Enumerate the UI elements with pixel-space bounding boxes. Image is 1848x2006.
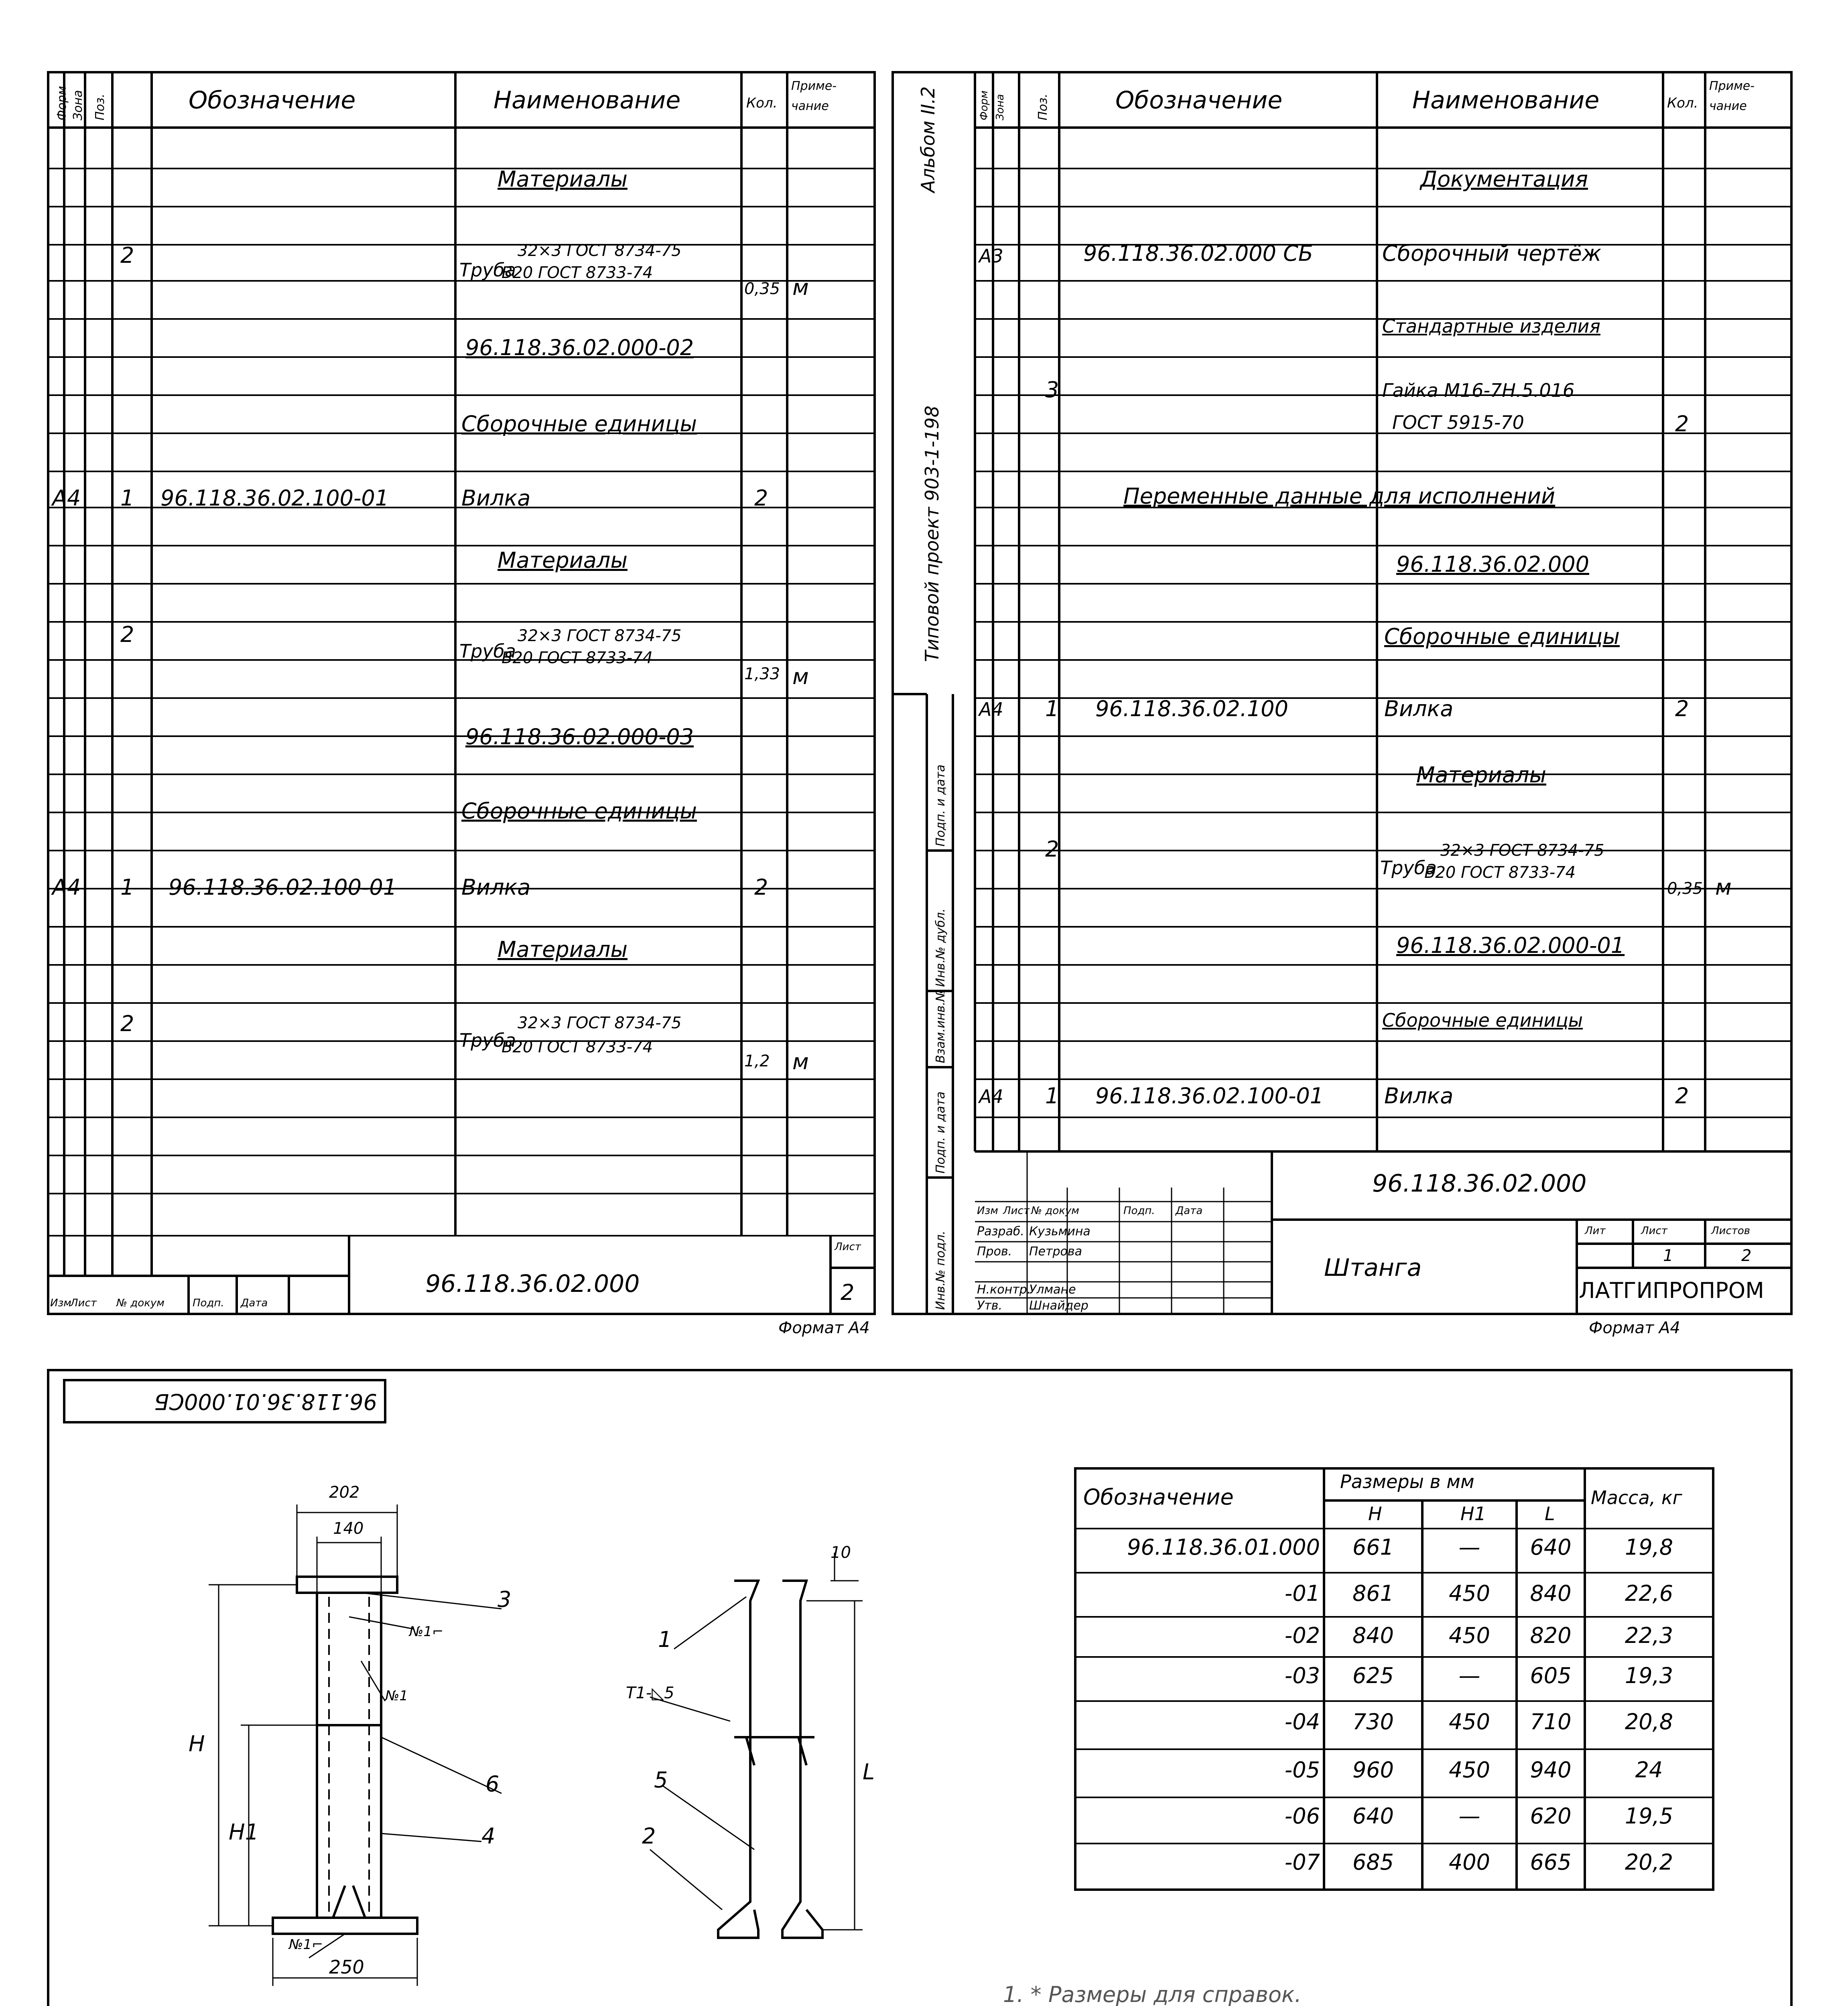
variants-table-cell-m: 20,8 xyxy=(1625,1709,1673,1734)
left-row-fork-qty-2: 2 xyxy=(754,875,768,900)
right-row-pipe-qty: 0,35 xyxy=(1667,879,1703,898)
right-tb-list-val: 1 xyxy=(1663,1247,1673,1265)
right-row-fork-qty-1: 2 xyxy=(1675,696,1689,721)
bottom-rotated-stamp: 96.118.36.01.000СБ xyxy=(154,1389,377,1414)
variants-table-cell-H: 960 xyxy=(1352,1757,1394,1783)
right-tb-role-1: Разраб. xyxy=(977,1224,1024,1239)
right-row-variable: Переменные данные для исполнений xyxy=(1123,483,1556,509)
left-footer-format: Формат А4 xyxy=(778,1319,870,1337)
callout-2: 2 xyxy=(642,1823,656,1849)
table-header-mass: Масса, кг xyxy=(1591,1487,1682,1509)
note-1: 1. * Размеры для справок. xyxy=(1003,1982,1302,2006)
left-row-pipe-2: Труба xyxy=(459,640,516,662)
right-side-album: Альбом II.2 xyxy=(917,86,939,193)
right-header-note2: чание xyxy=(1709,99,1747,113)
variants-table-cell-d: -04 xyxy=(1284,1709,1320,1734)
callout-5: 5 xyxy=(654,1767,668,1793)
left-footer-sheet-label: Лист xyxy=(835,1241,861,1253)
right-tb-podp: Подп. xyxy=(1123,1205,1155,1217)
variants-table-cell-H: 685 xyxy=(1352,1850,1394,1875)
right-tb-listov: Листов xyxy=(1711,1225,1751,1237)
variants-table-cell-L: 940 xyxy=(1530,1757,1572,1783)
dim-250: 250 xyxy=(329,1956,364,1978)
variants-table-cell-H1: 400 xyxy=(1448,1850,1491,1875)
right-tb-format: Формат А4 xyxy=(1589,1319,1680,1337)
dim-140: 140 xyxy=(333,1519,364,1538)
callout-3: 3 xyxy=(498,1587,512,1612)
dim-h1: H1 xyxy=(229,1819,259,1845)
right-header-qty: Кол. xyxy=(1667,95,1698,111)
right-side-stamp-5: Инв.№ подл. xyxy=(934,1230,948,1310)
right-row-nut: Гайка М16-7Н.5.016 xyxy=(1382,380,1575,401)
left-row-materials-1: Материалы xyxy=(498,166,628,192)
right-side-project: Типовой проект 903-1-198 xyxy=(921,406,943,662)
right-row-form-a4-2: А4 xyxy=(979,1086,1003,1107)
table-header-h1: H1 xyxy=(1460,1503,1486,1525)
dim-202: 202 xyxy=(329,1483,360,1502)
right-row-pipe: Труба xyxy=(1380,857,1437,879)
right-row-nut-gost: ГОСТ 5915-70 xyxy=(1392,412,1524,433)
variants-table-cell-H: 730 xyxy=(1352,1709,1394,1734)
right-row-nut-qty: 2 xyxy=(1675,411,1689,437)
variants-table-cell-L: 820 xyxy=(1530,1623,1572,1648)
left-row-fork-qty-1: 2 xyxy=(754,485,768,511)
right-row-sb-designation: 96.118.36.02.000 СБ xyxy=(1083,241,1313,266)
right-tb-data: Дата xyxy=(1176,1205,1203,1217)
left-footer-list: Лист xyxy=(70,1297,97,1309)
right-tb-org: ЛАТГИПРОПРОМ xyxy=(1579,1278,1764,1303)
right-row-materials: Материалы xyxy=(1416,762,1546,788)
right-side-stamp-4: Подп. и дата xyxy=(934,1091,948,1174)
left-row-unit-1: м xyxy=(792,275,809,300)
left-row-pipe-3c: В20 ГОСТ 8733-74 xyxy=(502,1038,653,1056)
left-footer-data: Дата xyxy=(241,1297,268,1309)
left-row-pos-2a: 2 xyxy=(120,243,134,268)
right-row-variant-01: 96.118.36.02.000-01 xyxy=(1396,933,1625,958)
left-row-pos-2b: 2 xyxy=(120,622,134,647)
variants-table-cell-H: 625 xyxy=(1352,1663,1394,1688)
right-tb-doc: 96.118.36.02.000 xyxy=(1372,1169,1587,1198)
right-side-stamp-3: Взам.инв.№ xyxy=(934,989,948,1063)
variants-table-cell-m: 22,6 xyxy=(1625,1581,1673,1606)
left-footer-doc: 96.118.36.02.000 xyxy=(425,1270,640,1298)
right-tb-list: Лист xyxy=(1641,1225,1667,1237)
left-header-name: Наименование xyxy=(493,86,681,114)
left-header-pos: Поз. xyxy=(93,93,107,120)
variants-table-cell-m: 19,8 xyxy=(1625,1535,1673,1560)
left-footer-ndoc: № докум xyxy=(116,1297,164,1309)
callout-4: 4 xyxy=(481,1823,496,1849)
right-row-sb-name: Сборочный чертёж xyxy=(1382,241,1602,266)
left-header-note1: Приме- xyxy=(791,79,837,93)
variants-table-cell-L: 620 xyxy=(1530,1803,1572,1829)
right-row-form-a4-1: А4 xyxy=(979,698,1003,720)
right-row-assembly-1: Сборочные единицы xyxy=(1384,624,1620,649)
right-header-zone: Зона xyxy=(994,94,1006,120)
right-tb-role-2: Пров. xyxy=(977,1245,1012,1259)
variants-table-cell-H: 640 xyxy=(1352,1803,1394,1829)
right-header-name: Наименование xyxy=(1412,86,1600,114)
right-row-pos-2: 2 xyxy=(1045,837,1059,862)
right-side-stamp-2: Инв.№ дубл. xyxy=(934,908,948,987)
right-tb-izm: Изм xyxy=(977,1205,998,1217)
left-row-pipe-3: Труба xyxy=(459,1029,516,1051)
right-tb-lit: Лит xyxy=(1585,1225,1606,1237)
variants-table-cell-d: -06 xyxy=(1284,1803,1320,1829)
left-footer-sheet: 2 xyxy=(841,1280,855,1305)
left-row-variant-03: 96.118.36.02.000-03 xyxy=(465,724,694,749)
left-row-assembly-1: Сборочные единицы xyxy=(461,411,697,437)
left-row-qty-1: 0,35 xyxy=(744,280,780,298)
right-tb-role-4: Утв. xyxy=(977,1299,1002,1313)
variants-table-cell-H1: 450 xyxy=(1448,1709,1491,1734)
dim-l: L xyxy=(863,1759,875,1785)
left-row-pos-1b: 1 xyxy=(120,875,134,900)
variants-table-cell-d: -01 xyxy=(1284,1581,1320,1606)
right-header-pos: Поз. xyxy=(1036,93,1050,120)
left-row-form-a4-2: А4 xyxy=(52,875,81,900)
left-row-fork-2: Вилка xyxy=(461,875,531,900)
right-row-fork-qty-2: 2 xyxy=(1675,1083,1689,1109)
left-footer-podp: Подп. xyxy=(193,1297,224,1309)
left-header-qty: Кол. xyxy=(746,95,778,111)
right-row-pos-3: 3 xyxy=(1045,377,1059,402)
right-row-fork-designation-1: 96.118.36.02.100 xyxy=(1095,696,1288,721)
left-row-qty-2: 1,33 xyxy=(744,665,780,683)
variants-table-cell-m: 22,3 xyxy=(1625,1623,1673,1648)
right-row-docs: Документация xyxy=(1420,166,1588,192)
left-footer-izm: Изм xyxy=(50,1297,71,1309)
variants-table-cell-H1: — xyxy=(1458,1803,1480,1829)
assembly-front-view xyxy=(148,1504,895,2006)
right-tb-title: Штанга xyxy=(1324,1254,1422,1282)
left-row-assembly-2: Сборочные единицы xyxy=(461,798,697,824)
variants-table-cell-d: -05 xyxy=(1284,1757,1320,1783)
right-row-pos-1a: 1 xyxy=(1045,696,1059,721)
weld-mark-1: №1⌐ xyxy=(409,1624,444,1640)
variants-table-cell-L: 710 xyxy=(1530,1709,1572,1734)
variants-table-cell-H1: 450 xyxy=(1448,1623,1491,1648)
left-row-unit-3: м xyxy=(792,1049,809,1074)
right-tb-list-h: Лист xyxy=(1003,1205,1030,1217)
variants-table-cell-H: 840 xyxy=(1352,1623,1394,1648)
variants-table-cell-L: 605 xyxy=(1530,1663,1572,1688)
right-tb-listov-val: 2 xyxy=(1741,1247,1752,1265)
right-tb-role-3: Н.контр. xyxy=(977,1283,1031,1297)
dim-h: H xyxy=(189,1731,205,1756)
variants-table-cell-L: 840 xyxy=(1530,1581,1572,1606)
right-row-pipe-unit: м xyxy=(1715,875,1732,900)
left-row-pipe-3b: 32×3 ГОСТ 8734-75 xyxy=(518,1014,682,1032)
right-row-pos-1b: 1 xyxy=(1045,1083,1059,1109)
left-row-materials-2: Материалы xyxy=(498,548,628,573)
right-row-standard: Стандартные изделия xyxy=(1382,315,1600,337)
weld-note: Т1-◺5 xyxy=(626,1684,674,1702)
right-header-form: Форм xyxy=(978,90,990,120)
variants-table-cell-d: -03 xyxy=(1284,1663,1320,1688)
left-row-fork-designation-1: 96.118.36.02.100-01 xyxy=(160,485,389,511)
right-row-fork-1: Вилка xyxy=(1384,696,1454,721)
left-row-unit-2: м xyxy=(792,664,809,689)
right-tb-ndoc: № докум xyxy=(1031,1205,1079,1217)
right-tb-name-3: Улмане xyxy=(1029,1283,1076,1297)
left-row-fork-designation-2: 96.118.36.02.100-01 xyxy=(169,875,397,900)
variants-table-cell-H: 861 xyxy=(1352,1581,1394,1606)
variants-table-cell-m: 19,5 xyxy=(1625,1803,1673,1829)
left-header-form: Форм xyxy=(55,86,69,120)
left-row-materials-3: Материалы xyxy=(498,937,628,962)
left-row-pipe-1: Труба xyxy=(459,259,516,281)
variants-table-cell-m: 19,3 xyxy=(1625,1663,1673,1688)
right-header-note1: Приме- xyxy=(1709,79,1755,93)
weld-mark-3: №1⌐ xyxy=(289,1937,323,1953)
callout-1: 1 xyxy=(658,1627,672,1652)
variants-table-cell-H1: 450 xyxy=(1448,1757,1491,1783)
right-tb-name-1: Кузьмина xyxy=(1029,1224,1091,1239)
variants-table-cell-d: -07 xyxy=(1284,1850,1320,1875)
right-side-stamp-1: Подп. и дата xyxy=(934,764,948,847)
left-row-variant-02: 96.118.36.02.000-02 xyxy=(465,335,694,360)
right-row-assembly-2: Сборочные единицы xyxy=(1382,1009,1583,1031)
variants-table-cell-m: 20,2 xyxy=(1625,1850,1673,1875)
right-row-fork-designation-2: 96.118.36.02.100-01 xyxy=(1095,1083,1324,1109)
table-header-l: L xyxy=(1545,1503,1555,1525)
right-row-fork-2: Вилка xyxy=(1384,1083,1454,1109)
left-header-designation: Обозначение xyxy=(189,86,356,114)
right-row-pipe-b: 32×3 ГОСТ 8734-75 xyxy=(1440,841,1604,860)
table-header-h: H xyxy=(1368,1503,1382,1525)
left-header-zone: Зона xyxy=(71,90,85,120)
variants-table-cell-H1: — xyxy=(1458,1535,1480,1560)
left-row-qty-3: 1,2 xyxy=(744,1052,770,1070)
variants-table-cell-H1: 450 xyxy=(1448,1581,1491,1606)
table-header-sizes: Размеры в мм xyxy=(1340,1471,1474,1492)
right-tb-name-2: Петрова xyxy=(1029,1245,1082,1259)
callout-6: 6 xyxy=(485,1771,500,1797)
weld-mark-2: №1 xyxy=(385,1688,408,1704)
left-row-pos-2c: 2 xyxy=(120,1011,134,1036)
left-row-form-a4-1: А4 xyxy=(52,485,81,511)
variants-table-cell-d: 96.118.36.01.000 xyxy=(1127,1535,1320,1560)
right-row-variant-000: 96.118.36.02.000 xyxy=(1396,552,1589,577)
left-row-pos-1a: 1 xyxy=(120,485,134,511)
left-row-pipe-1b: 32×3 ГОСТ 8734-75 xyxy=(518,242,682,260)
right-row-pipe-c: В20 ГОСТ 8733-74 xyxy=(1424,863,1576,882)
table-header-designation: Обозначение xyxy=(1083,1484,1234,1510)
variants-table-cell-L: 640 xyxy=(1530,1535,1572,1560)
left-header-note2: чание xyxy=(791,99,829,113)
variants-table-cell-L: 665 xyxy=(1530,1850,1572,1875)
dim-10: 10 xyxy=(831,1543,851,1562)
right-header-designation: Обозначение xyxy=(1115,86,1283,114)
left-row-pipe-2c: В20 ГОСТ 8733-74 xyxy=(502,649,653,667)
variants-table-cell-H1: — xyxy=(1458,1663,1480,1688)
variants-table-cell-m: 24 xyxy=(1635,1757,1663,1783)
variants-table-cell-H: 661 xyxy=(1352,1535,1394,1560)
left-row-pipe-2b: 32×3 ГОСТ 8734-75 xyxy=(518,627,682,645)
variants-table-cell-d: -02 xyxy=(1284,1623,1320,1648)
left-row-fork-1: Вилка xyxy=(461,485,531,511)
left-row-pipe-1c: В20 ГОСТ 8733-74 xyxy=(502,264,653,282)
right-tb-name-4: Шнайдер xyxy=(1029,1299,1088,1313)
right-row-form-a3: А3 xyxy=(979,245,1003,267)
